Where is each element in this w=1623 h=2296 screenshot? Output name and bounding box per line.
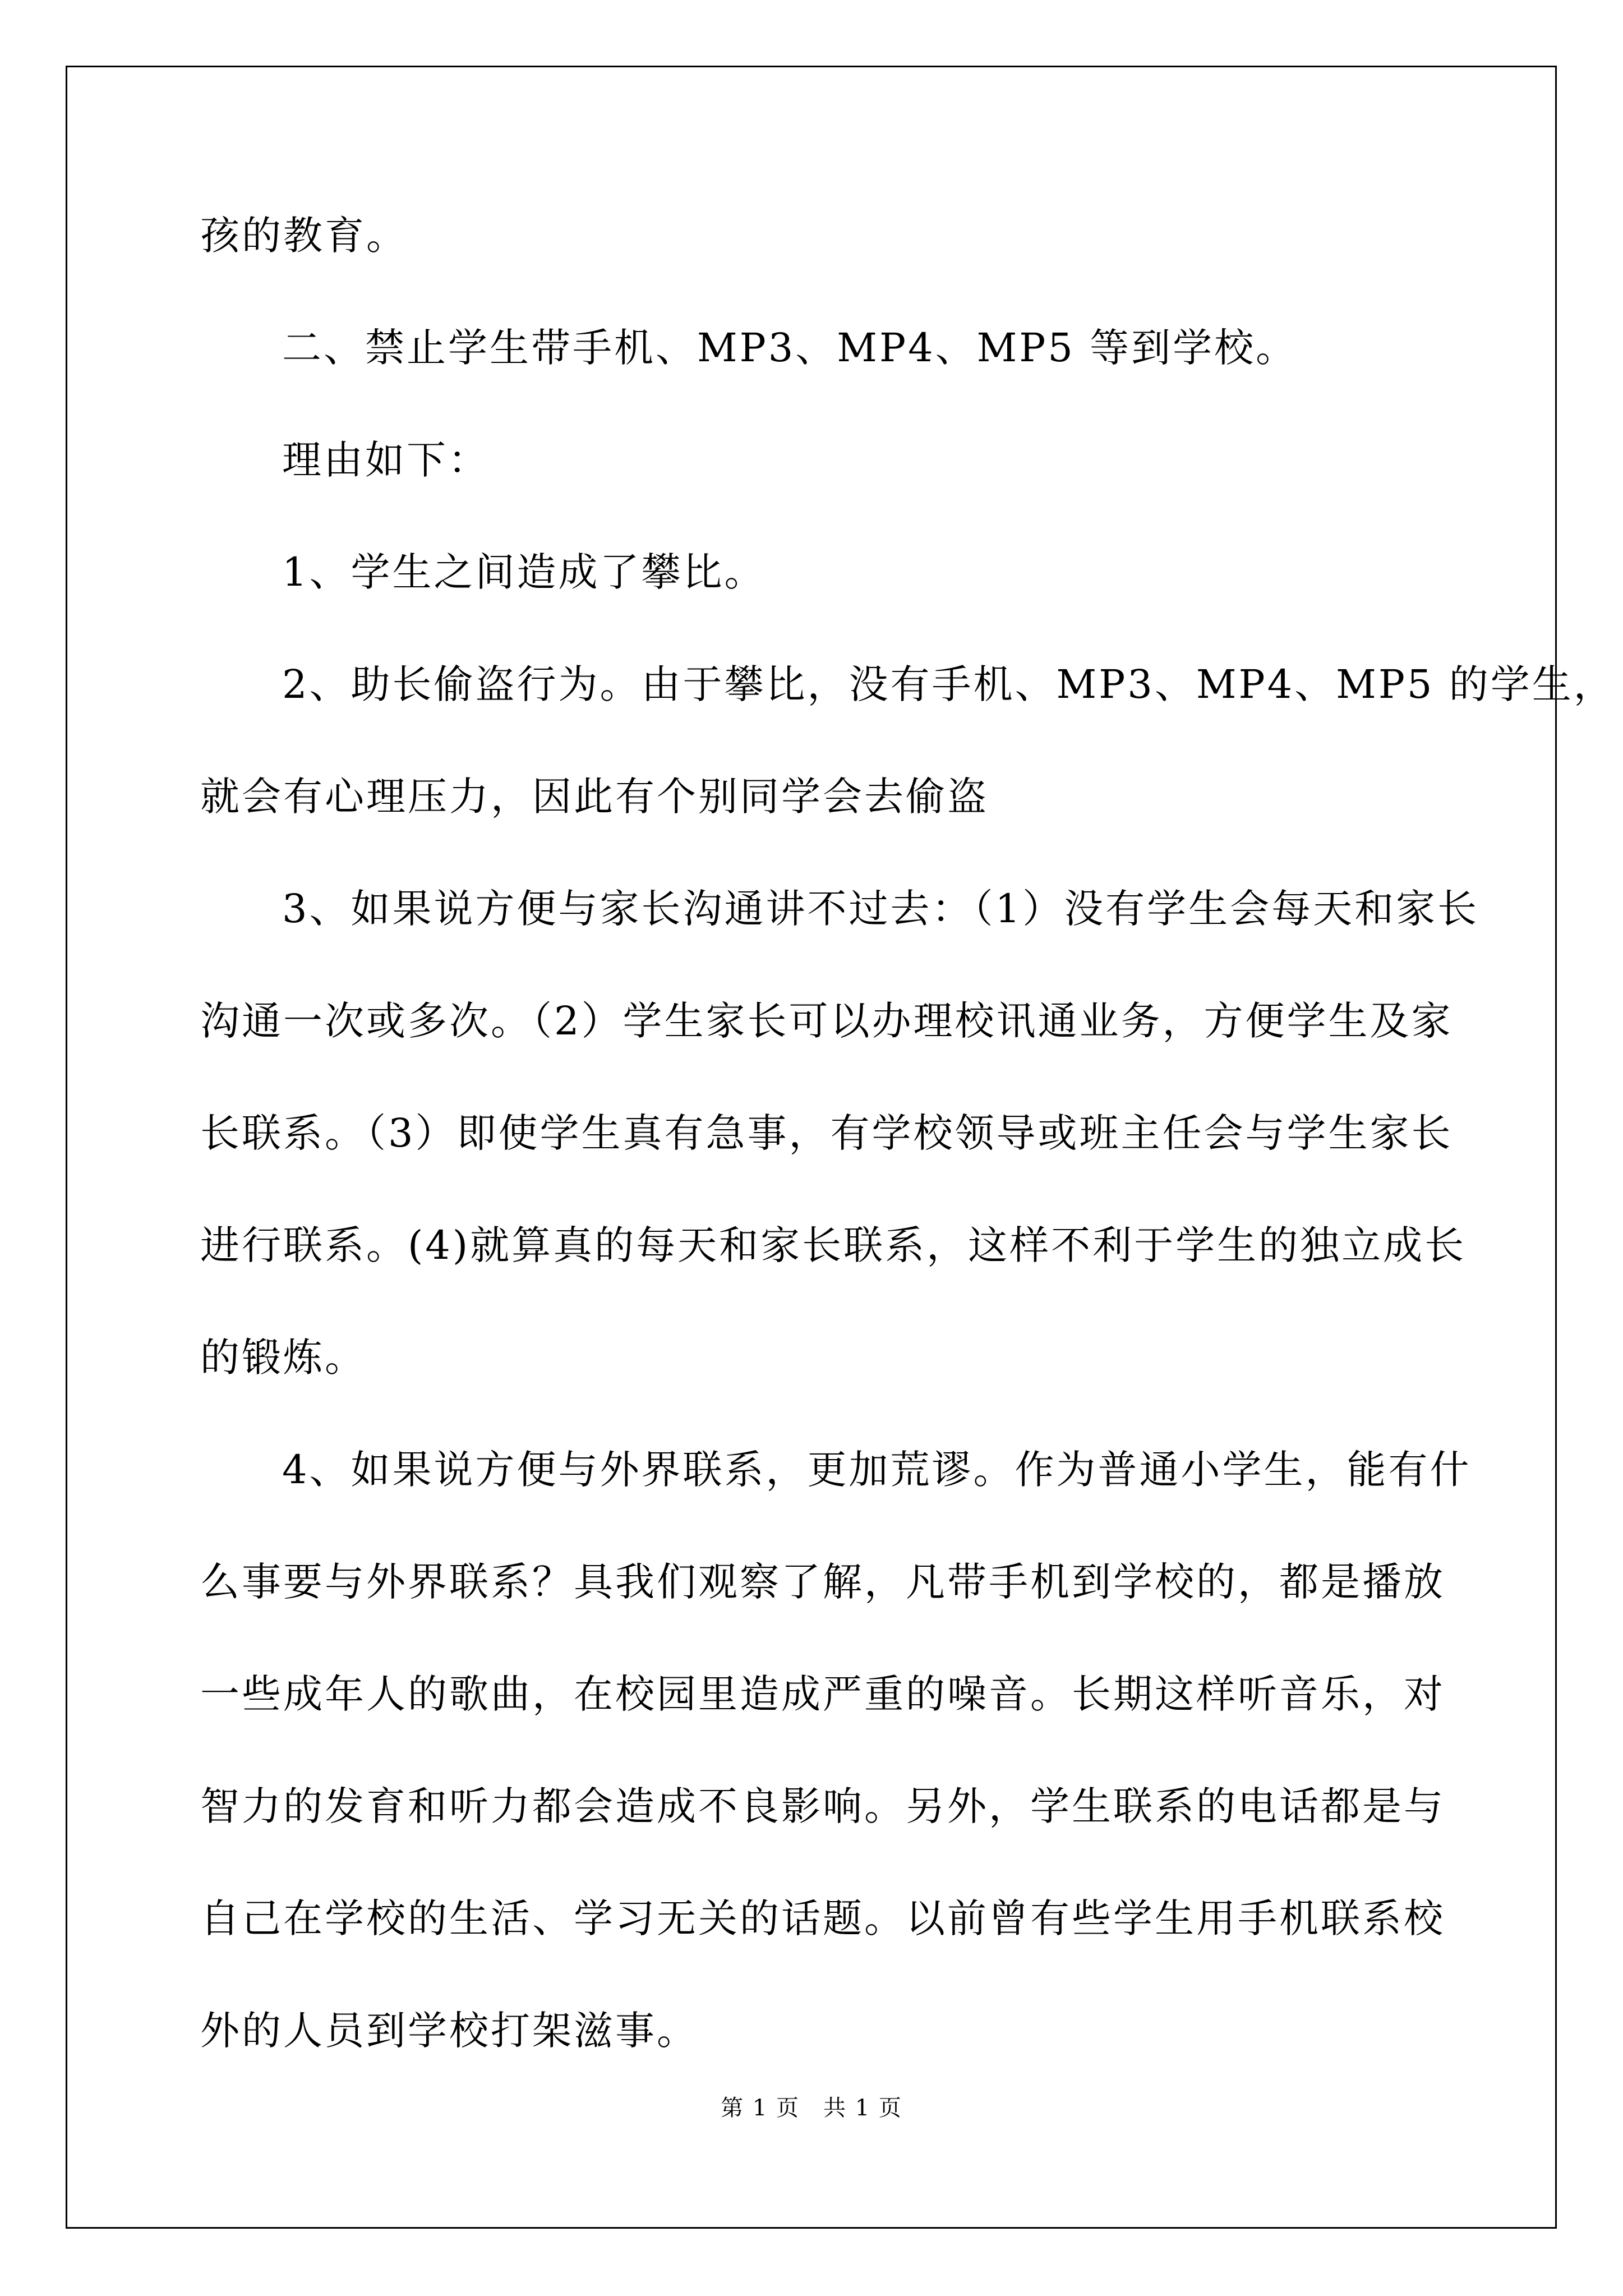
text-line: 二、禁止学生带手机、MP3、MP4、MP5 等到学校。 xyxy=(282,325,1298,371)
text-line: 外的人员到学校打架滋事。 xyxy=(200,2008,698,2054)
text-line: 2、助长偷盗行为。由于攀比，没有手机、MP3、MP4、MP5 的学生， xyxy=(282,661,1615,707)
text-line: 3、如果说方便与家长沟通讲不过去：（1）没有学生会每天和家长 xyxy=(282,886,1479,932)
text-line: 4、如果说方便与外界联系，更加荒谬。作为普通小学生，能有什 xyxy=(282,1447,1472,1493)
page-footer: 第 1 页 共 1 页 xyxy=(721,2095,902,2121)
paragraph-7 xyxy=(200,1414,1472,2087)
text-line: 自己在学校的生活、学习无关的话题。以前曾有些学生用手机联系校 xyxy=(200,1895,1445,1941)
text-line: 1、学生之间造成了攀比。 xyxy=(282,549,766,595)
paragraph-4 xyxy=(200,516,1427,628)
text-line: 长联系。（3）即使学生真有急事，有学校领导或班主任会与学生家长 xyxy=(200,1110,1453,1156)
document-body xyxy=(200,213,1615,2087)
paragraph-2 xyxy=(200,292,1427,404)
text-line: 就会有心理压力，因此有个别同学会去偷盗 xyxy=(200,774,989,820)
text-line: 沟通一次或多次。（2）学生家长可以办理校讯通业务，方便学生及家 xyxy=(200,998,1453,1044)
text-line: 智力的发育和听力都会造成不良影响。另外，学生联系的电话都是与 xyxy=(200,1783,1445,1829)
paragraph-3 xyxy=(200,404,1427,516)
text-line: 么事要与外界联系？具我们观察了解，凡带手机到学校的，都是播放 xyxy=(200,1559,1445,1605)
text-line: 理由如下： xyxy=(282,437,490,483)
paragraph-1 xyxy=(200,180,1427,292)
text-line: 的锻炼。 xyxy=(200,1335,366,1381)
text-line: 一些成年人的歌曲，在校园里造成严重的噪音。长期这样听音乐，对 xyxy=(200,1671,1445,1717)
paragraph-5 xyxy=(200,628,1615,853)
text-line: 孩的教育。 xyxy=(200,213,408,259)
paragraph-6 xyxy=(200,853,1479,1414)
text-line: 进行联系。(4)就算真的每天和家长联系，这样不利于学生的独立成长 xyxy=(200,1222,1467,1268)
